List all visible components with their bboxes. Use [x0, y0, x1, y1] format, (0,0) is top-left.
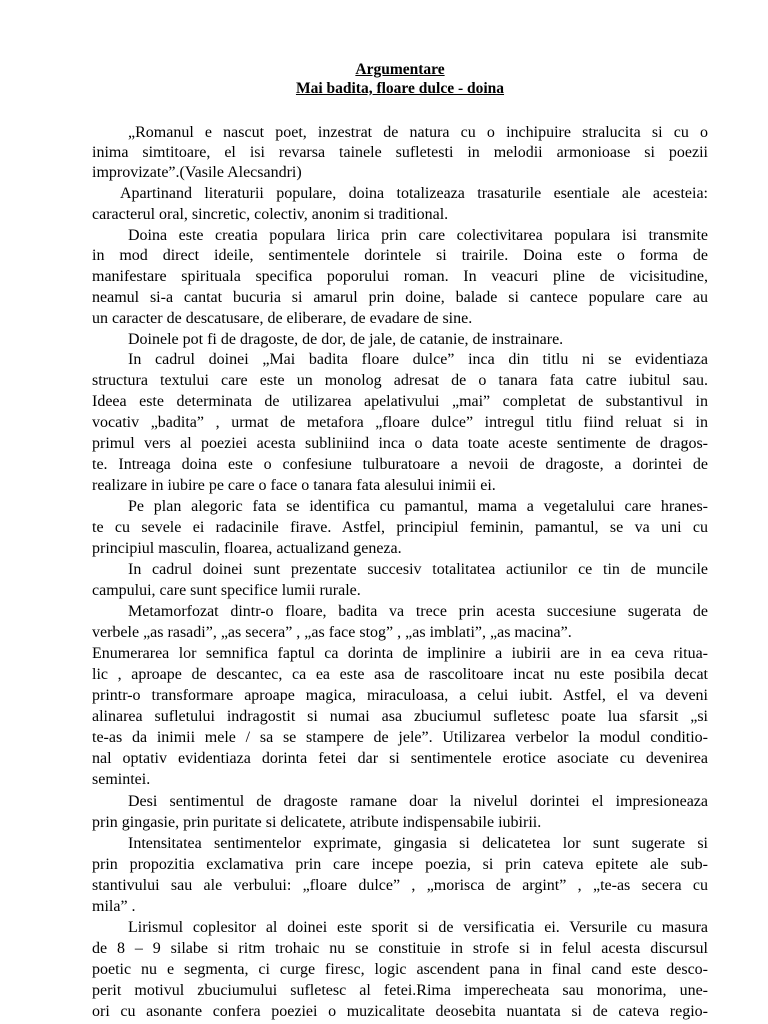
- text-line: neamul si-a cantat bucuria si amarul prin doine, balade si cantece populare care au: [92, 289, 708, 306]
- text-line: alinarea sufletului indragostit si numai asa zbuciumul sufletesc poate lua sfarsit „si: [92, 708, 708, 725]
- text-line: Metamorfozat dintr-o floare, badita va trece prin acesta succesiune sugerata de: [128, 603, 708, 620]
- text-line: ori cu asonante confera poeziei o muzicalitate deosebita nuantata si de cateva regio-: [92, 1003, 708, 1020]
- text-line: lic , aproape de descantec, ca ea este asa de rascolitoare incat nu este posibila decat: [92, 666, 708, 683]
- text-line: vocativ „badita” , urmat de metafora „floare dulce” intregul titlu fiind reluat si in: [92, 414, 708, 431]
- text-line: verbele „as rasadi”, „as secera” , „as face stog” , „as imblati”, „as macina”.: [92, 624, 572, 641]
- text-line: manifestare spirituala specifica poporului roman. In veacuri pline de vicisitudine,: [92, 268, 708, 285]
- text-line: semintei.: [92, 771, 151, 788]
- text-line: poetic nu e segmenta, ci curge firesc, logic ascendent pana in final cand este desco-: [92, 961, 708, 978]
- text-line: In cadrul doinei sunt prezentate succesiv totalitatea actiunilor ce tin de muncile: [128, 561, 708, 578]
- text-line: un caracter de descatusare, de eliberare, de evadare de sine.: [92, 310, 473, 327]
- document-subtitle: Mai badita, floare dulce - doina: [295, 80, 505, 97]
- text-line: prin gingasie, prin puritate si delicatete, atribute indispensabile iubirii.: [92, 814, 542, 831]
- text-line: Lirismul coplesitor al doinei este sporit si de versificatia ei. Versurile cu masura: [128, 919, 708, 936]
- text-line: mila” .: [92, 898, 136, 915]
- text-line: primul vers al poeziei acesta subliniind inca o data toate aceste sentimente de dragos-: [92, 435, 708, 452]
- text-line: improvizate”.(Vasile Alecsandri): [92, 164, 302, 181]
- text-line: perit motivul zbuciumului sufletesc al fetei.Rima imperecheata sau monorima, une-: [92, 982, 708, 999]
- text-line: campului, care sunt specifice lumii rurale.: [92, 582, 361, 599]
- text-line: Pe plan alegoric fata se identifica cu pamantul, mama a vegetalului care hranes-: [128, 498, 708, 515]
- text-line: Apartinand literaturii populare, doina totalizeaza trasaturile esentiale ale acesteia:: [120, 185, 708, 202]
- document-title: Argumentare: [355, 61, 445, 78]
- text-line: te-as da inimii mele / sa se stampere de jele”. Utilizarea verbelor la modul conditio-: [92, 729, 708, 746]
- text-line: inima simtitoare, el isi revarsa tainele sufletesti in melodii armonioase si poezii: [92, 144, 708, 161]
- text-line: Desi sentimentul de dragoste ramane doar la nivelul dorintei el impresioneaza: [128, 793, 708, 810]
- text-line: realizare in iubire pe care o face o tanara fata alesului inimii ei.: [92, 477, 496, 494]
- text-line: structura textului care este un monolog adresat de o tanara fata catre iubitul sau.: [92, 372, 708, 389]
- text-line: printr-o transformare aproape magica, miraculoasa, a celui iubit. Astfel, el va deveni: [92, 687, 708, 704]
- text-line: Enumerarea lor semnifica faptul ca dorinta de implinire a iubirii are in ea ceva ritua-: [92, 645, 708, 662]
- text-line: „Romanul e nascut poet, inzestrat de natura cu o inchipuire stralucita si cu o: [128, 124, 708, 141]
- text-line: caracterul oral, sincretic, colectiv, anonim si traditional.: [92, 206, 449, 223]
- text-line: in mod direct ideile, sentimentele dorintele si trairile. Doina este o forma de: [92, 247, 708, 264]
- text-line: Ideea este determinata de utilizarea apelativului „mai” completat de substantivul in: [92, 393, 708, 410]
- text-line: te cu sevele ei radacinile firave. Astfel, principiul feminin, pamantul, se va uni cu: [92, 519, 708, 536]
- text-line: prin propozitia exclamativa prin care incepe poezia, si prin cateva epitete ale sub-: [92, 856, 708, 873]
- text-line: Doinele pot fi de dragoste, de dor, de jale, de catanie, de instrainare.: [128, 331, 564, 348]
- text-line: stantivului sau ale verbului: „floare dulce” , „morisca de argint” , „te-as secera cu: [92, 877, 708, 894]
- text-line: te. Intreaga doina este o confesiune tulburatoare a nevoii de dragoste, a dorintei de: [92, 456, 708, 473]
- text-line: de 8 – 9 silabe si ritm trohaic nu se constituie in strofe si in felul acesta discursul: [92, 940, 708, 957]
- text-line: Doina este creatia populara lirica prin care colectivitarea populara isi transmite: [128, 227, 708, 244]
- text-line: Intensitatea sentimentelor exprimate, gingasia si delicatetea lor sunt sugerate si: [128, 835, 708, 852]
- text-line: principiul masculin, floarea, actualizand geneza.: [92, 540, 402, 557]
- text-line: nal optativ evidentiaza dorinta fetei dar si sentimentele erotice asociate cu devenirea: [92, 750, 708, 767]
- text-line: In cadrul doinei „Mai badita floare dulce” inca din titlu ni se evidentiaza: [128, 351, 708, 368]
